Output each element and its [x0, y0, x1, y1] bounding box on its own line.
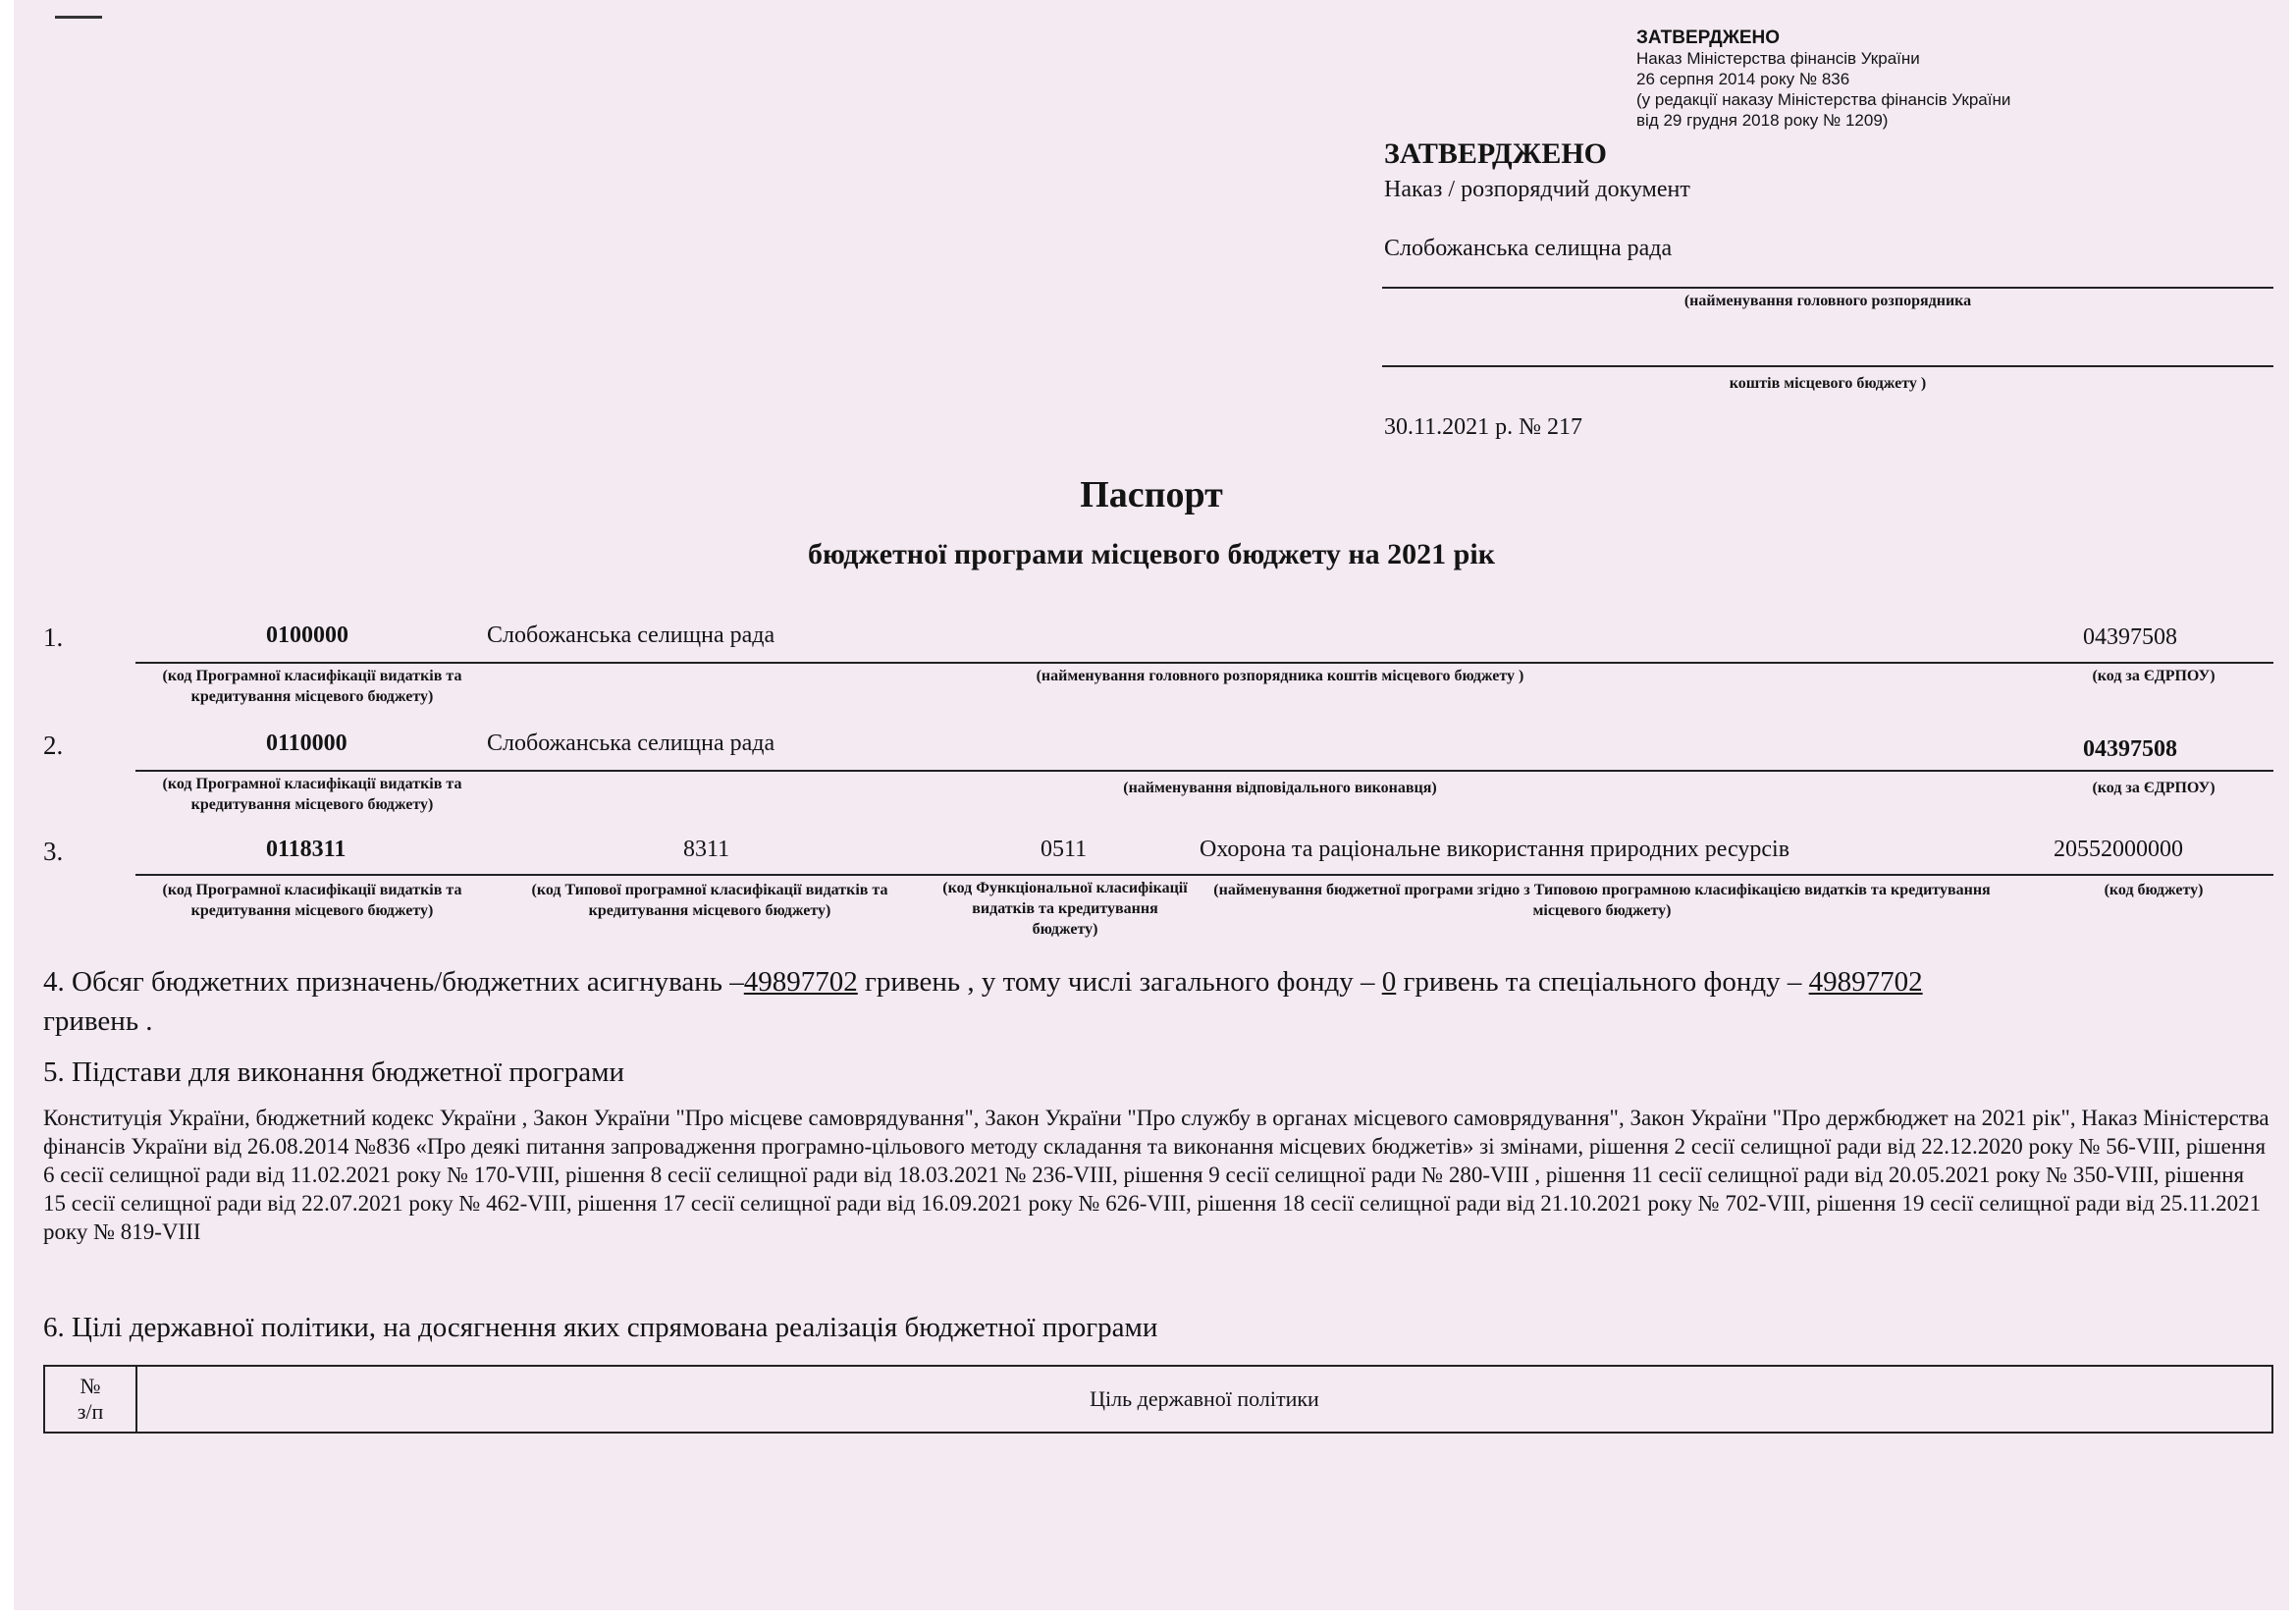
approval-org-line-2	[1382, 365, 2273, 367]
col-goal-header: Ціль державної політики	[136, 1366, 2272, 1433]
stamp-line: 26 серпня 2014 року № 836	[1636, 70, 1850, 88]
section5-body: Конституція України, бюджетний кодекс України , Закон України "Про місцеве самоврядування", Закон України "Про службу в органах місцевого самоврядування", Закон України "Про держбюджет на 2021 рік", Наказ Міністерства фінансів України від 26.08.2014 №836 «Про деякі питання запровадження програмно-цільового методу складання та виконання місцевих бюджетів» зі змінами, рішення 2 сесії селищної ради від 22.12.2020 року № 56-VIII, рішення 6 сесії селищної ради від 11.02.2021 року № 170-VIII, рішення 8 сесії селищної ради від 18.03.2021 № 236-VIII, рішення 9 сесії селищної ради № 280-VIII , рішення 11 сесії селищної ради від 20.05.2021 року № 350-VIII, рішення 15 сесії селищної ради від 22.07.2021 року № 462-VIII, рішення 17 сесії селищної ради від 16.09.2021 року № 626-VIII, рішення 18 сесії селищної ради від 21.10.2021 року № 702-VIII, рішення 19 сесії селищної ради від 25.11.2021 року № 819-VIII	[43, 1106, 2269, 1244]
table-header-row	[44, 1366, 2272, 1433]
approval-date-number: 30.11.2021 р. № 217	[1384, 414, 1583, 440]
row3-number: 3.	[43, 837, 64, 866]
total-amount: 49897702	[743, 966, 858, 998]
row1-number: 1.	[43, 623, 64, 652]
approval-heading: ЗАТВЕРДЖЕНО	[1384, 137, 1607, 170]
row1-name-caption: (найменування головного розпорядника коштів місцевого бюджету )	[1036, 668, 1524, 684]
page-title: Паспорт	[1080, 474, 1223, 515]
row1-line	[135, 662, 2273, 664]
row2-edrpou-caption: (код за ЄДРПОУ)	[2092, 780, 2216, 796]
approval-organization: Слобожанська селищна рада	[1384, 236, 1673, 261]
section5-heading: 5. Підстави для виконання бюджетної програми	[43, 1056, 625, 1088]
section4-text-d: гривень .	[43, 1005, 153, 1037]
page-subtitle: бюджетної програми місцевого бюджету на 2021 рік	[808, 538, 1495, 570]
row1-program-code: 0100000	[266, 623, 348, 648]
row2-name-caption: (найменування відповідального виконавця)	[1123, 780, 1437, 796]
row3-program-name: Охорона та раціональне використання природних ресурсів	[1200, 837, 1790, 862]
stamp-line: від 29 грудня 2018 року № 1209)	[1636, 111, 1889, 130]
row3-line	[135, 874, 2273, 876]
row2-name: Слобожанська селищна рада	[487, 731, 775, 756]
row2-code-caption: (код Програмної класифікації видатків та кредитування місцевого бюджету)	[162, 776, 462, 813]
approval-org-line	[1382, 287, 2273, 289]
col-number-label: №	[80, 1374, 101, 1398]
row2-edrpou: 04397508	[2083, 736, 2177, 762]
row3-typical-code: 8311	[683, 837, 730, 862]
row1-name: Слобожанська селищна рада	[487, 623, 775, 648]
row1-edrpou-caption: (код за ЄДРПОУ)	[2092, 668, 2216, 684]
ministry-approval-stamp	[1636, 27, 2010, 131]
stamp-line: (у редакції наказу Міністерства фінансів України	[1636, 90, 2011, 109]
approval-org-caption: (найменування головного розпорядника	[1683, 293, 1972, 309]
col-number-label-2: з/п	[77, 1399, 104, 1424]
stamp-heading: ЗАТВЕРДЖЕНО	[1636, 27, 1781, 48]
row3-functional-caption: (код Функціональної класифікації видатків та кредитування бюджету)	[942, 880, 1188, 938]
row3-name-caption: (найменування бюджетної програми згідно з Типовою програмною класифікацією видатків та кредитування місцевого бюджету)	[1213, 882, 1991, 919]
col-number-header	[44, 1366, 136, 1433]
section4-budget-amounts	[43, 962, 2281, 1041]
row3-program-code: 0118311	[266, 837, 347, 862]
row3-code-caption: (код Програмної класифікації видатків та кредитування місцевого бюджету)	[162, 882, 462, 919]
row3-budget-caption: (код бюджету)	[2104, 882, 2204, 898]
section4-text-a: 4. Обсяг бюджетних призначень/бюджетних асигнувань –	[43, 966, 744, 998]
general-fund-amount: 0	[1381, 966, 1397, 998]
section4-text-b: гривень , у тому числі загального фонду –	[857, 966, 1382, 998]
approval-org-caption-2: коштів місцевого бюджету )	[1729, 375, 1927, 392]
row3-typical-caption: (код Типової програмної класифікації видатків та кредитування місцевого бюджету)	[531, 882, 888, 919]
corner-mark	[55, 16, 102, 19]
special-fund-amount: 49897702	[1808, 966, 1923, 998]
policy-goals-table	[43, 1365, 2273, 1434]
section4-text-c: гривень та спеціального фонду –	[1396, 966, 1809, 998]
row3-functional-code: 0511	[1041, 837, 1088, 862]
approval-doc-type: Наказ / розпорядчий документ	[1384, 177, 1690, 202]
row2-number: 2.	[43, 731, 64, 760]
row2-line	[135, 770, 2273, 772]
section6-heading: 6. Цілі державної політики, на досягнення яких спрямована реалізація бюджетної програми	[43, 1312, 1158, 1343]
row3-budget-code: 20552000000	[2054, 837, 2183, 862]
document-page	[14, 0, 2289, 1610]
row1-edrpou: 04397508	[2083, 624, 2177, 650]
stamp-line: Наказ Міністерства фінансів України	[1636, 49, 1920, 68]
row2-program-code: 0110000	[266, 731, 347, 756]
row1-code-caption: (код Програмної класифікації видатків та кредитування місцевого бюджету)	[162, 668, 462, 705]
